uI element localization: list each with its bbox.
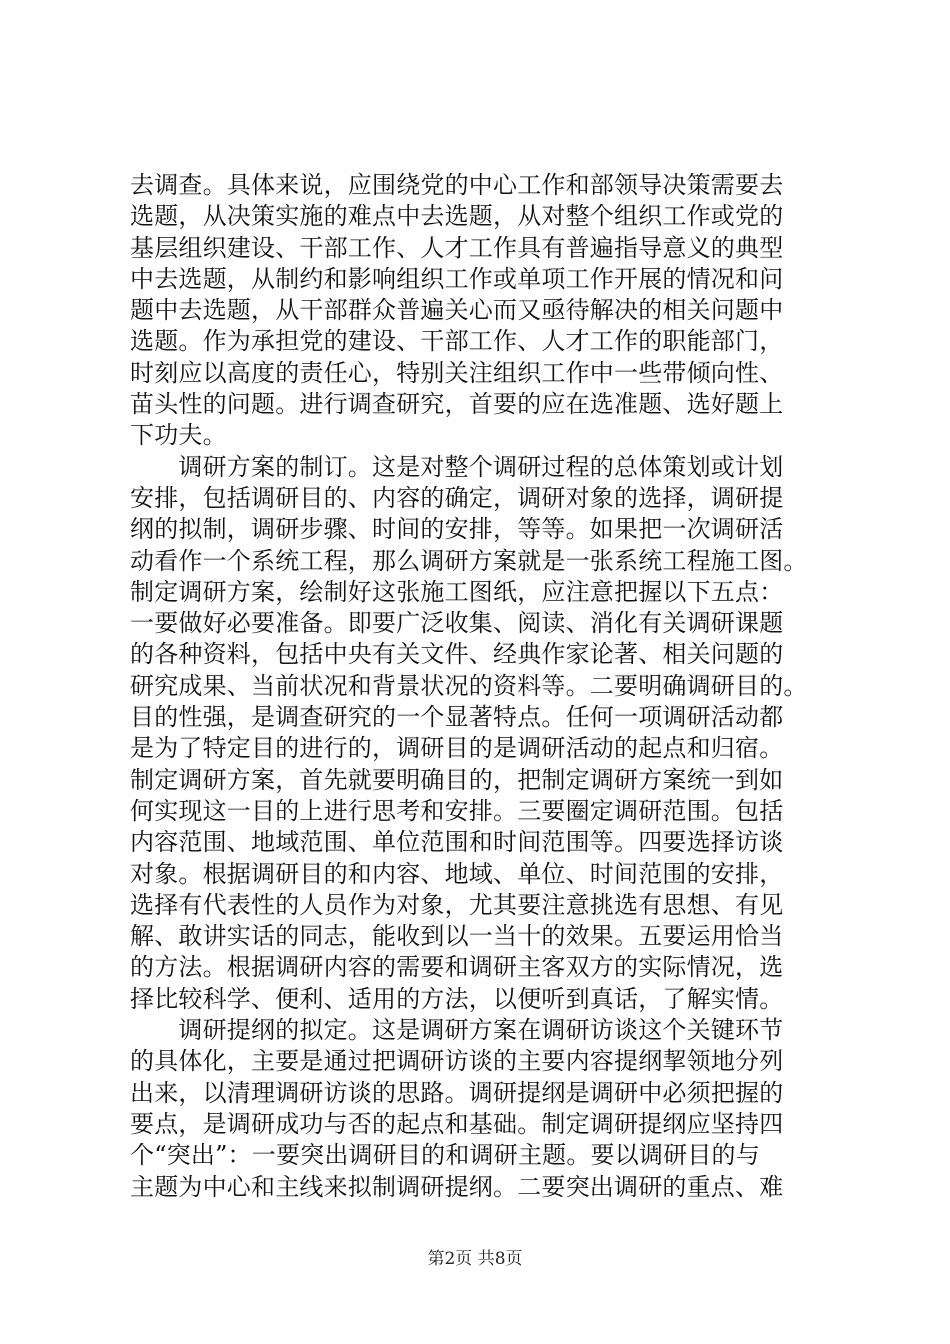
text-line: 制定调研方案，首先就要明确目的，把制定调研方案统一到如 xyxy=(130,765,784,794)
text-line: 内容范围、地域范围、单位范围和时间范围等。四要选择访谈 xyxy=(130,828,784,857)
text-line: 主题为中心和主线来拟制调研提纲。二要突出调研的重点、难 xyxy=(130,1172,784,1201)
text-line: 是为了特定目的进行的，调研目的是调研活动的起点和归宿。 xyxy=(130,734,784,763)
text-line: 下功夫。 xyxy=(130,421,227,450)
text-line: 时刻应以高度的责任心，特别关注组织工作中一些带倾向性、 xyxy=(130,358,784,387)
text-line: 研究成果、当前状况和背景状况的资料等。二要明确调研目的。 xyxy=(130,671,808,700)
text-line: 何实现这一目的上进行思考和安排。三要圈定调研范围。包括 xyxy=(130,796,784,825)
text-line: 个“突出”：一要突出调研目的和调研主题。要以调研目的与 xyxy=(130,1141,760,1170)
text-line: 的各种资料，包括中央有关文件、经典作家论著、相关问题的 xyxy=(130,640,784,669)
text-line: 调研方案的制订。这是对整个调研过程的总体策划或计划 xyxy=(130,452,784,481)
text-line: 目的性强，是调查研究的一个显著特点。任何一项调研活动都 xyxy=(130,703,784,732)
page-footer: 第2页 共8页 xyxy=(427,1249,523,1269)
text-line: 的具体化，主要是通过把调研访谈的主要内容提纲挈领地分列 xyxy=(130,1047,784,1076)
text-line: 安排，包括调研目的、内容的确定，调研对象的选择，调研提 xyxy=(130,483,784,512)
text-line: 中去选题，从制约和影响组织工作或单项工作开展的情况和问 xyxy=(130,264,784,293)
body-text xyxy=(130,170,830,1203)
text-line: 纲的拟制，调研步骤、时间的安排，等等。如果把一次调研活 xyxy=(130,515,784,544)
text-line: 调研提纲的拟定。这是调研方案在调研访谈这个关键环节 xyxy=(130,1016,784,1045)
text-line: 一要做好必要准备。即要广泛收集、阅读、消化有关调研课题 xyxy=(130,609,784,638)
text-line: 对象。根据调研目的和内容、地域、单位、时间范围的安排， xyxy=(130,859,784,888)
text-line: 出来，以清理调研访谈的思路。调研提纲是调研中必须把握的 xyxy=(130,1078,784,1107)
text-line: 选题。作为承担党的建设、干部工作、人才工作的职能部门， xyxy=(130,327,784,356)
text-line: 制定调研方案，绘制好这张施工图纸，应注意把握以下五点： xyxy=(130,577,784,606)
text-line: 选题，从决策实施的难点中去选题，从对整个组织工作或党的 xyxy=(130,202,784,231)
text-line: 的方法。根据调研内容的需要和调研主客双方的实际情况，选 xyxy=(130,953,784,982)
text-line: 基层组织建设、干部工作、人才工作具有普遍指导意义的典型 xyxy=(130,233,784,262)
text-line: 择比较科学、便利、适用的方法，以便听到真话，了解实情。 xyxy=(130,984,784,1013)
text-line: 题中去选题，从干部群众普遍关心而又亟待解决的相关问题中 xyxy=(130,296,784,325)
text-line: 选择有代表性的人员作为对象，尤其要注意挑选有思想、有见 xyxy=(130,890,784,919)
text-line: 苗头性的问题。进行调查研究，首要的应在选准题、选好题上 xyxy=(130,390,784,419)
text-line: 去调查。具体来说，应围绕党的中心工作和部领导决策需要去 xyxy=(130,171,784,199)
text-line: 动看作一个系统工程，那么调研方案就是一张系统工程施工图。 xyxy=(130,546,808,575)
text-line: 解、敢讲实话的同志，能收到以一当十的效果。五要运用恰当 xyxy=(130,922,784,951)
text-line: 要点，是调研成功与否的起点和基础。制定调研提纲应坚持四 xyxy=(130,1109,784,1138)
